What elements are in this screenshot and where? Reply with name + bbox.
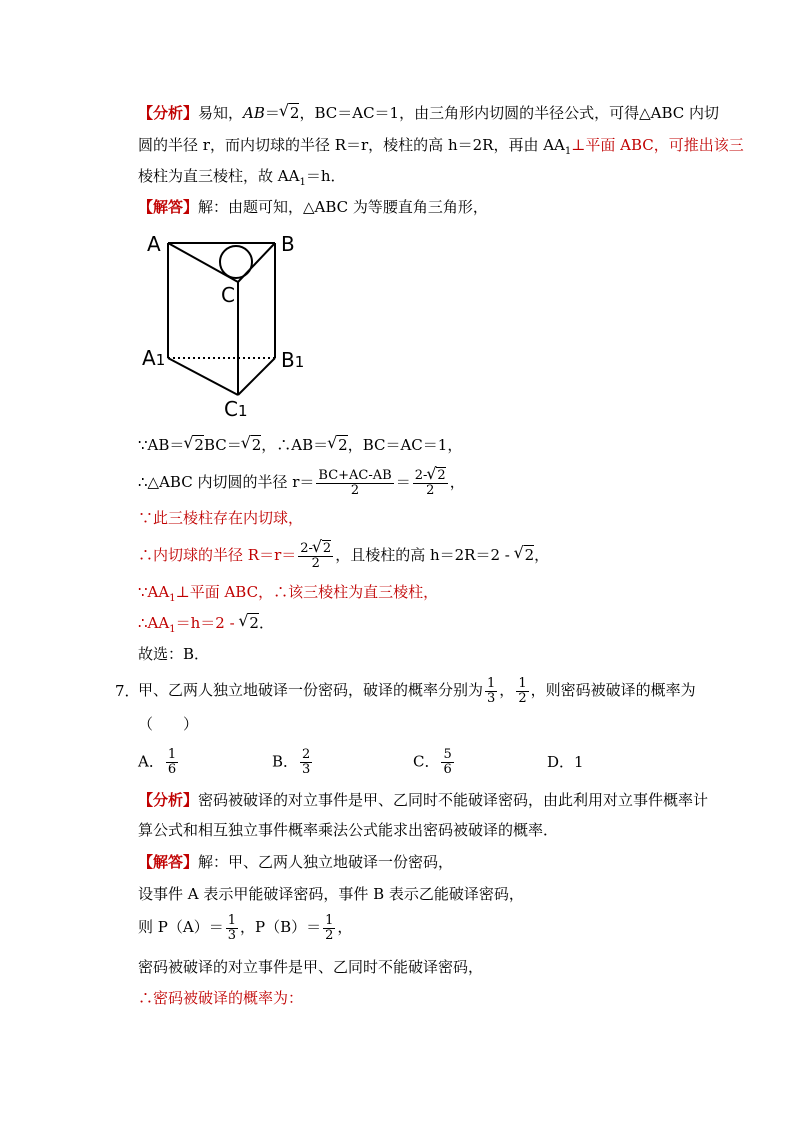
label-b1: B1: [281, 348, 305, 372]
edge-b1c1: [238, 358, 275, 395]
question-7-text: 甲、乙两人独立地破译一份密码，破译的概率分别为 $\frac{1}{3}$ ， $\frac{1}{2}$ ，则密码被破译的概率为: [138, 675, 696, 706]
label-c: C: [221, 283, 235, 307]
question-number: 7．: [115, 682, 140, 700]
label-a1: A1: [142, 346, 166, 370]
solution2-line2: 设事件 A 表示甲能破译密码，事件 B 表示乙能破译密码，: [138, 885, 524, 903]
edge-a1c1: [168, 358, 238, 395]
step-3: ∵此三棱柱存在内切球，: [138, 509, 304, 527]
option-d[interactable]: D．1: [547, 753, 584, 771]
answer-paren: （ ）: [138, 715, 199, 733]
analysis1-line3: 棱柱为直三棱柱，故 $AA_1=h$．: [138, 167, 346, 188]
analysis2-line2: 算公式和相互独立事件概率乘法公式能求出密码被破译的概率．: [138, 821, 559, 839]
solution1-heading: 【解答】解：由题可知，△ABC 为等腰直角三角形，: [138, 198, 488, 216]
solution2-line1: 【解答】解：甲、乙两人独立地破译一份密码，: [138, 853, 454, 871]
step-1: ∵AB＝√ 2BC＝√ 2，∴AB＝√ 2，BC＝AC＝1，: [138, 435, 462, 455]
analysis1-line1: 【分析】易知，AB＝√ 2，BC＝AC＝1，由三角形内切圆的半径公式，可得△ABC 内切: [138, 103, 719, 123]
step-4: ∴内切球的半径 R＝r＝ $\frac{2-√ 2}{2}$ ，且棱柱的高 h＝2R＝2 - √ 2，: [138, 538, 549, 572]
option-a[interactable]: A． $\frac{1}{6}$: [138, 747, 177, 777]
step-6: $\therefore AA_1=h=2$ - √ 2．: [138, 613, 274, 640]
label-a: A: [147, 232, 161, 256]
analysis1-line2: 圆的半径 r，而内切球的半径 R＝r，棱柱的高 h＝2R，再由 $AA_1\perp$平面 ABC，可推出该三: [138, 136, 744, 157]
analysis2-line1: 【分析】密码被破译的对立事件是甲、乙同时不能破译密码，由此利用对立事件概率计: [138, 791, 709, 809]
answer-1: 故选：B．: [138, 645, 210, 663]
solution2-line4: 密码被破译的对立事件是甲、乙同时不能破译密码，: [138, 958, 484, 976]
step-5: $\because AA_1\perp$平面 ABC，∴该三棱柱为直三棱柱，: [138, 583, 439, 604]
step-2: ∴△ABC 内切圆的半径 r＝ $\frac{BC+AC-AB}{2}$ ＝ $\frac{2-√ 2}{2}$ ，: [138, 465, 465, 499]
solution2-line3: 则 P（A）＝ $\frac{1}{3}$ ，P（B）＝ $\frac{1}{2}$ ，: [138, 912, 353, 943]
option-b[interactable]: B． $\frac{2}{3}$: [272, 747, 311, 777]
inscribed-circle: [220, 246, 252, 278]
solution2-line5: ∴密码被破译的概率为：: [138, 989, 304, 1007]
option-c[interactable]: C． $\frac{5}{6}$: [413, 747, 452, 777]
label-c1: C1: [224, 397, 248, 421]
label-b: B: [281, 232, 295, 256]
